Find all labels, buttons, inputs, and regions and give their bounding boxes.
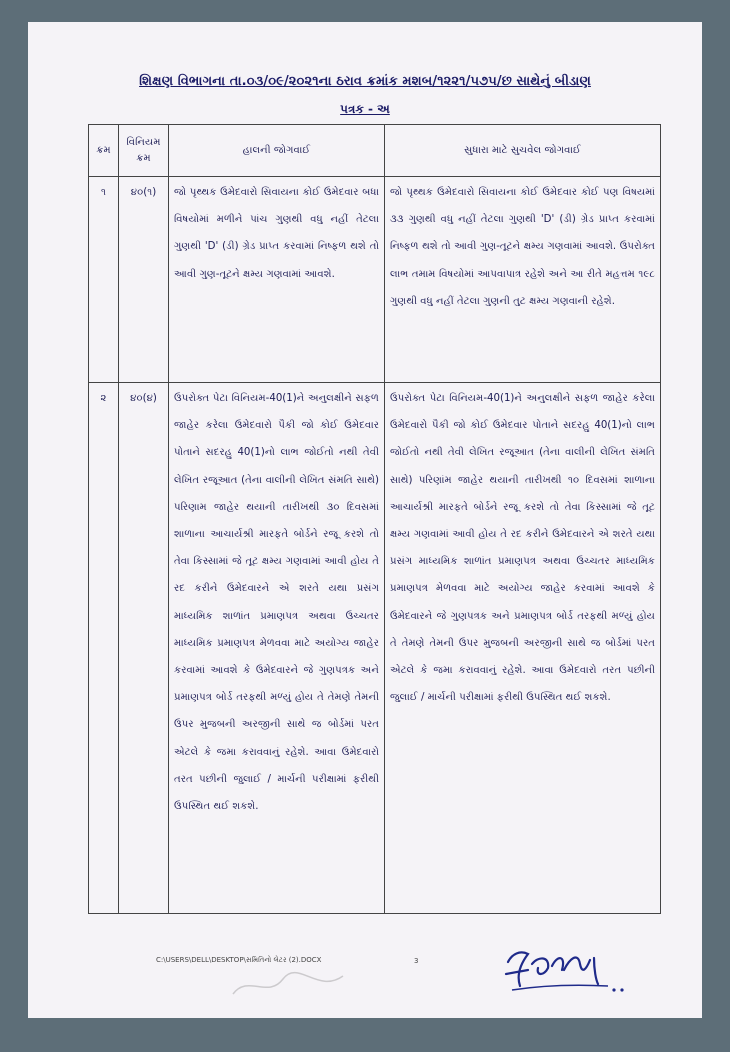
table-row bbox=[89, 177, 661, 383]
row-proposed-provision: ઉપરોક્ત પેટા વિનિયમ-40(1)ને અનુલક્ષીને સફળ જાહેર કરેલા ઉમેદવારો પૈકી જો કોઈ ઉમેદવાર પોતાને સદરહુ 40(1)નો લાભ જોઈતો નથી તેવી લેખિત રજૂઆત (તેના વાલીની લેખિત સંમતિ સાથે) પરિણાંમ જાહેર થયાની તારીખથી ૧૦ દિવસમાં શાળાના આચાર્યશ્રી મારફતે બોર્ડને રજૂ કરશે તો તેવા કિસ્સામાં જે તૂટ ક્ષમ્ય ગણવામાં આવી હોય તે રદ કરીને ઉમેદવારને એ શરતે યથા પ્રસંગ માધ્યમિક શાળાંત પ્રમાણપત્ર અથવા ઉચ્ચતર માધ્યમિક પ્રમાણપત્ર મેળવવા માટે અયોગ્ય જાહેર કરવામાં આવશે કે ઉમેદવારને જે ગુણપત્રક અને પ્રમાણપત્ર બોર્ડ તરફથી મળ્યું હોય તે તેમણે તેમની ઉપર મુજબની અરજીની સાથે જ બોર્ડમાં પરત એટલે કે જમા કરાવવાનું રહેશે. આવા ઉમેદવારો તરત પછીની જુલાઈ / માર્ચની પરીક્ષામાં ફરીથી ઉપસ્થિત થઈ શકશે. bbox=[385, 383, 661, 914]
regulation-table bbox=[88, 124, 661, 914]
header-serial: ક્રમ bbox=[89, 125, 119, 177]
footer-file-path: C:\USERS\DELL\DESKTOP\સમિતિનો લેટર (2).DOCX bbox=[156, 956, 322, 964]
signature bbox=[498, 940, 638, 1000]
row-current-provision: જો પૃથ્થક ઉમેદવારો સિવાયના કોઈ ઉમેદવાર બધા વિષયોમાં મળીને પાંચ ગુણથી વધુ નહીં તેટલા ગુણથી 'D' (ડી) ગ્રેડ પ્રાપ્ત કરવામાં નિષ્ફળ થશે તો આવી ગુણ-તૂટને ક્ષમ્ય ગણવામાં આવશે. bbox=[169, 177, 385, 383]
table-header-row bbox=[89, 125, 661, 177]
row-current-provision: ઉપરોક્ત પેટા વિનિયમ-40(1)ને અનુલક્ષીને સફળ જાહેર કરેલા ઉમેદવારો પૈકી જો કોઈ ઉમેદવાર પોતાને સદરહુ 40(1)નો લાભ જોઈતો નથી તેવી લેખિત રજૂઆત (તેના વાલીની લેખિત સંમતિ સાથે) પરિણામ જાહેર થયાની તારીખથી ૩૦ દિવસમાં શાળાના આચાર્યશ્રી મારફતે બોર્ડને રજૂ કરશે તો તેવા કિસ્સામાં જે તૂટ ક્ષમ્ય ગણવામાં આવી હોય તે રદ કરીને ઉમેદવારને એ શરતે યથા પ્રસંગ માધ્યમિક શાળાંત પ્રમાણપત્ર અથવા ઉચ્ચતર માધ્યમિક પ્રમાણપત્ર મેળવવા માટે અયોગ્ય જાહેર કરવામાં આવશે કે ઉમેદવારને જે ગુણપત્રક અને પ્રમાણપત્ર બોર્ડ તરફથી મળ્યું હોય તે તેમણે તેમની ઉપર મુજબની અરજીની સાથે જ બોર્ડમાં પરત એટલે કે જમા કરાવવાનું રહેશે. આવા ઉમેદવારો તરત પછીની જુલાઈ / માર્ચની પરીક્ષામાં ફરીથી ઉપસ્થિત થઈ શકશે. bbox=[169, 383, 385, 914]
row-serial: ૨ bbox=[89, 383, 119, 914]
table-row bbox=[89, 383, 661, 914]
header-proposed-provision: સુધારા માટે સુચવેલ જોગવાઈ bbox=[385, 125, 661, 177]
document-page bbox=[28, 22, 702, 1018]
page-number: 3 bbox=[414, 957, 419, 965]
row-regulation: ૪૦(૪) bbox=[119, 383, 169, 914]
faint-signature-mark bbox=[228, 964, 348, 1004]
row-regulation: ૪૦(૧) bbox=[119, 177, 169, 383]
row-proposed-provision: જો પૃથ્થક ઉમેદવારો સિવાયના કોઈ ઉમેદવાર કોઈ પણ વિષયમાં ૩૩ ગુણથી વધુ નહીં તેટલા ગુણથી 'D' (ડી) ગ્રેડ પ્રાપ્ત કરવામાં નિષ્ફળ થશે તો આવી ગુણ-તૂટને ક્ષમ્ય ગણવામાં આવશે. ઉપરોક્ત લાભ તમામ વિષયોમાં આપવાપાત્ર રહેશે અને આ રીતે મહત્તમ ૧૯૮ ગુણથી વધુ નહીં તેટલા ગુણની તુટ ક્ષમ્ય ગણવાની રહેશે. bbox=[385, 177, 661, 383]
row-serial: ૧ bbox=[89, 177, 119, 383]
header-regulation: વિનિયમ ક્રમ bbox=[119, 125, 169, 177]
document-subtitle: પત્રક - અ bbox=[340, 102, 390, 116]
document-title: શિક્ષણ વિભાગના તા.૦૩/૦૯/૨૦૨૧ના ઠરાવ ક્રમાંક મશબ/૧૨૨૧/૫૭૫/છ સાથેનું બીડાણ bbox=[139, 74, 591, 89]
header-current-provision: હાલની જોગવાઈ bbox=[169, 125, 385, 177]
